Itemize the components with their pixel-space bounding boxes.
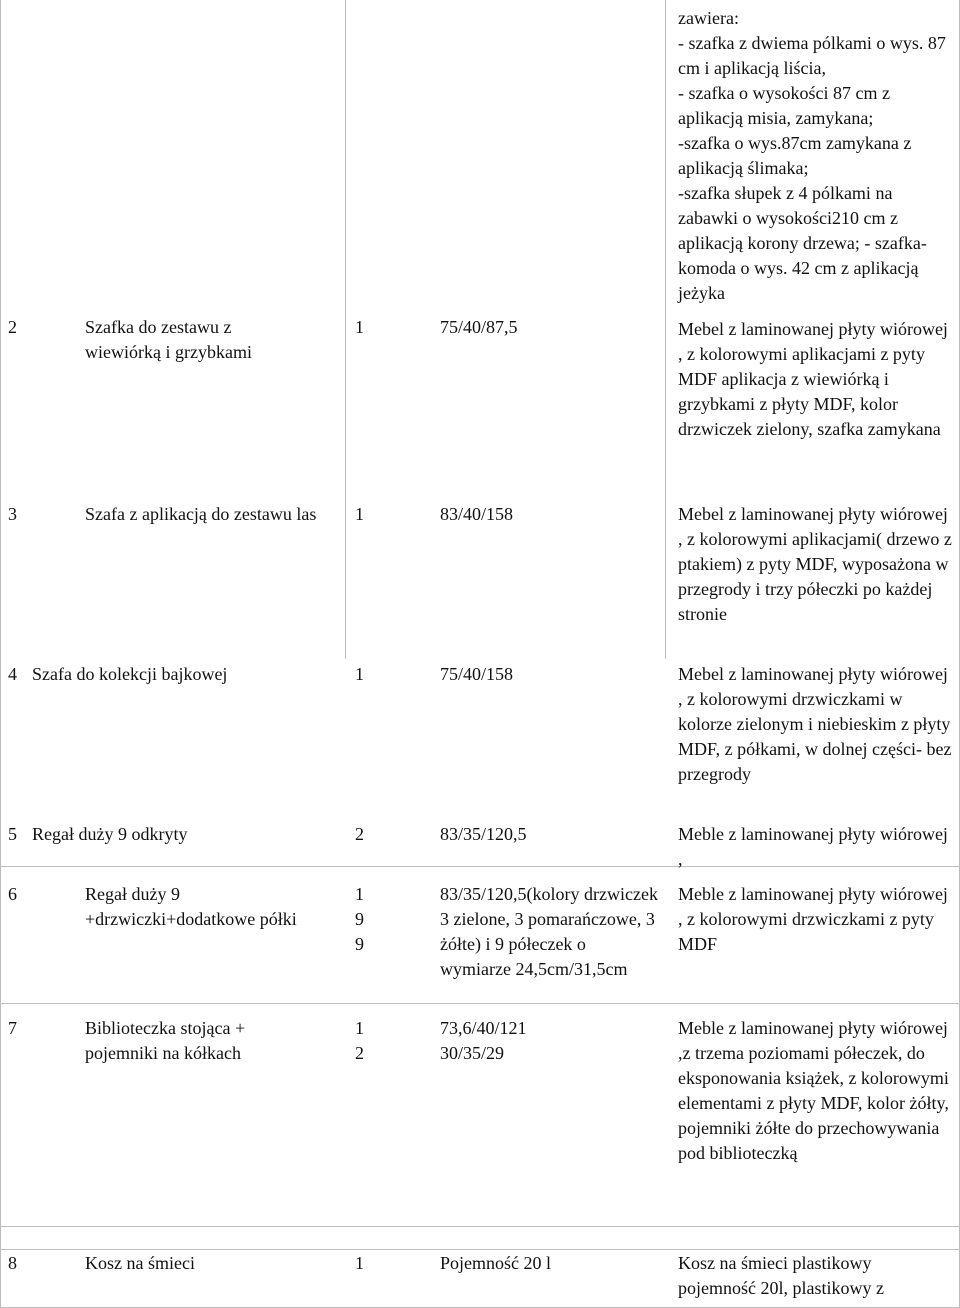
item-quantity: 2 bbox=[355, 824, 364, 844]
item-quantity: 1 bbox=[355, 1253, 364, 1273]
table-row bbox=[0, 1016, 960, 1221]
table-row bbox=[0, 662, 960, 817]
row-divider bbox=[0, 1226, 960, 1227]
item-number: 7 bbox=[8, 1018, 17, 1038]
row-divider bbox=[0, 1003, 960, 1004]
description-cell: Mebel z laminowanej płyty wiórowej , z kolorowymi aplikacjami z pyty MDF aplikacja z wiewiórką i grzybkami z płyty MDF, kolor drzwiczek zielony, szafka zamykana bbox=[678, 319, 948, 439]
item-name: Regał duży 9 +drzwiczki+dodatkowe półki bbox=[85, 884, 297, 929]
item-number: 4 bbox=[8, 664, 17, 684]
table-row bbox=[0, 0, 960, 310]
row-divider bbox=[0, 1249, 960, 1250]
item-dimensions: 83/40/158 bbox=[440, 504, 514, 524]
item-dimensions: Pojemność 20 l bbox=[440, 1253, 551, 1273]
item-quantity: 1 bbox=[355, 664, 364, 684]
table-row bbox=[0, 502, 960, 657]
item-quantity: 1 2 bbox=[355, 1018, 364, 1063]
item-number: 6 bbox=[8, 884, 17, 904]
description-cell: zawiera: - szafka z dwiema pólkami o wys. 87 cm i aplikacją liścia, - szafka o wysokości 87 cm z aplikacją misia, zamykana; -szafka o wys.87cm zamykana z aplikacją ślimaka; -szafka słupek z 4 pólkami na zabawki o wysokości210 cm z aplikacją korony drzewa; - szafka- komoda o wys. 42 cm z aplikacją jeżyka bbox=[678, 8, 946, 303]
item-dimensions: 75/40/87,5 bbox=[440, 317, 518, 337]
description-cell: Mebel z laminowanej płyty wiórowej , z kolorowymi aplikacjami( drzewo z ptakiem) z pyty MDF, wyposażona w przegrody i trzy półeczki po każdej stronie bbox=[678, 504, 952, 624]
item-name: Regał duży 9 odkryty bbox=[32, 824, 188, 844]
description-cell: Meble z laminowanej płyty wiórowej ,z trzema poziomami półeczek, do eksponowania książek, z kolorowymi elementami z płyty MDF, kolor żółty, pojemniki żółte do przechowywania pod biblioteczką bbox=[678, 1018, 949, 1163]
item-number: 3 bbox=[8, 504, 17, 524]
table-row bbox=[0, 882, 960, 1000]
description-cell: Meble z laminowanej płyty wiórowej , z kolorowymi drzwiczkami z pyty MDF bbox=[678, 884, 948, 954]
item-number: 5 bbox=[8, 824, 17, 844]
table-row bbox=[0, 822, 960, 869]
table-row bbox=[0, 315, 960, 495]
description-cell: Mebel z laminowanej płyty wiórowej , z kolorowymi drzwiczkami w kolorze zielonym i niebieskim z płyty MDF, z półkami, w dolnej części- bez przegrody bbox=[678, 664, 952, 784]
item-quantity: 1 9 9 bbox=[355, 884, 364, 954]
item-dimensions: 83/35/120,5 bbox=[440, 824, 527, 844]
item-name: Szafa z aplikacją do zestawu las bbox=[85, 504, 317, 524]
description-cell: Kosz na śmieci plastikowy pojemność 20l, plastikowy z bbox=[678, 1253, 884, 1298]
item-dimensions: 73,6/40/121 30/35/29 bbox=[440, 1018, 527, 1063]
item-name: Szafka do zestawu z wiewiórką i grzybkami bbox=[85, 317, 252, 362]
item-name: Szafa do kolekcji bajkowej bbox=[32, 664, 228, 684]
item-quantity: 1 bbox=[355, 504, 364, 524]
item-dimensions: 75/40/158 bbox=[440, 664, 514, 684]
item-dimensions: 83/35/120,5(kolory drzwiczek 3 zielone, 3 pomarańczowe, 3 żółte) i 9 półeczek o wymiarze 24,5cm/31,5cm bbox=[440, 884, 658, 979]
item-name: Biblioteczka stojąca + pojemniki na kółkach bbox=[85, 1018, 246, 1063]
item-quantity: 1 bbox=[355, 317, 364, 337]
table-row bbox=[0, 1251, 960, 1307]
item-number: 2 bbox=[8, 317, 17, 337]
description-cell: Meble z laminowanej płyty wiórowej , bbox=[678, 824, 948, 869]
item-number: 8 bbox=[8, 1253, 17, 1273]
item-name: Kosz na śmieci bbox=[85, 1253, 195, 1273]
